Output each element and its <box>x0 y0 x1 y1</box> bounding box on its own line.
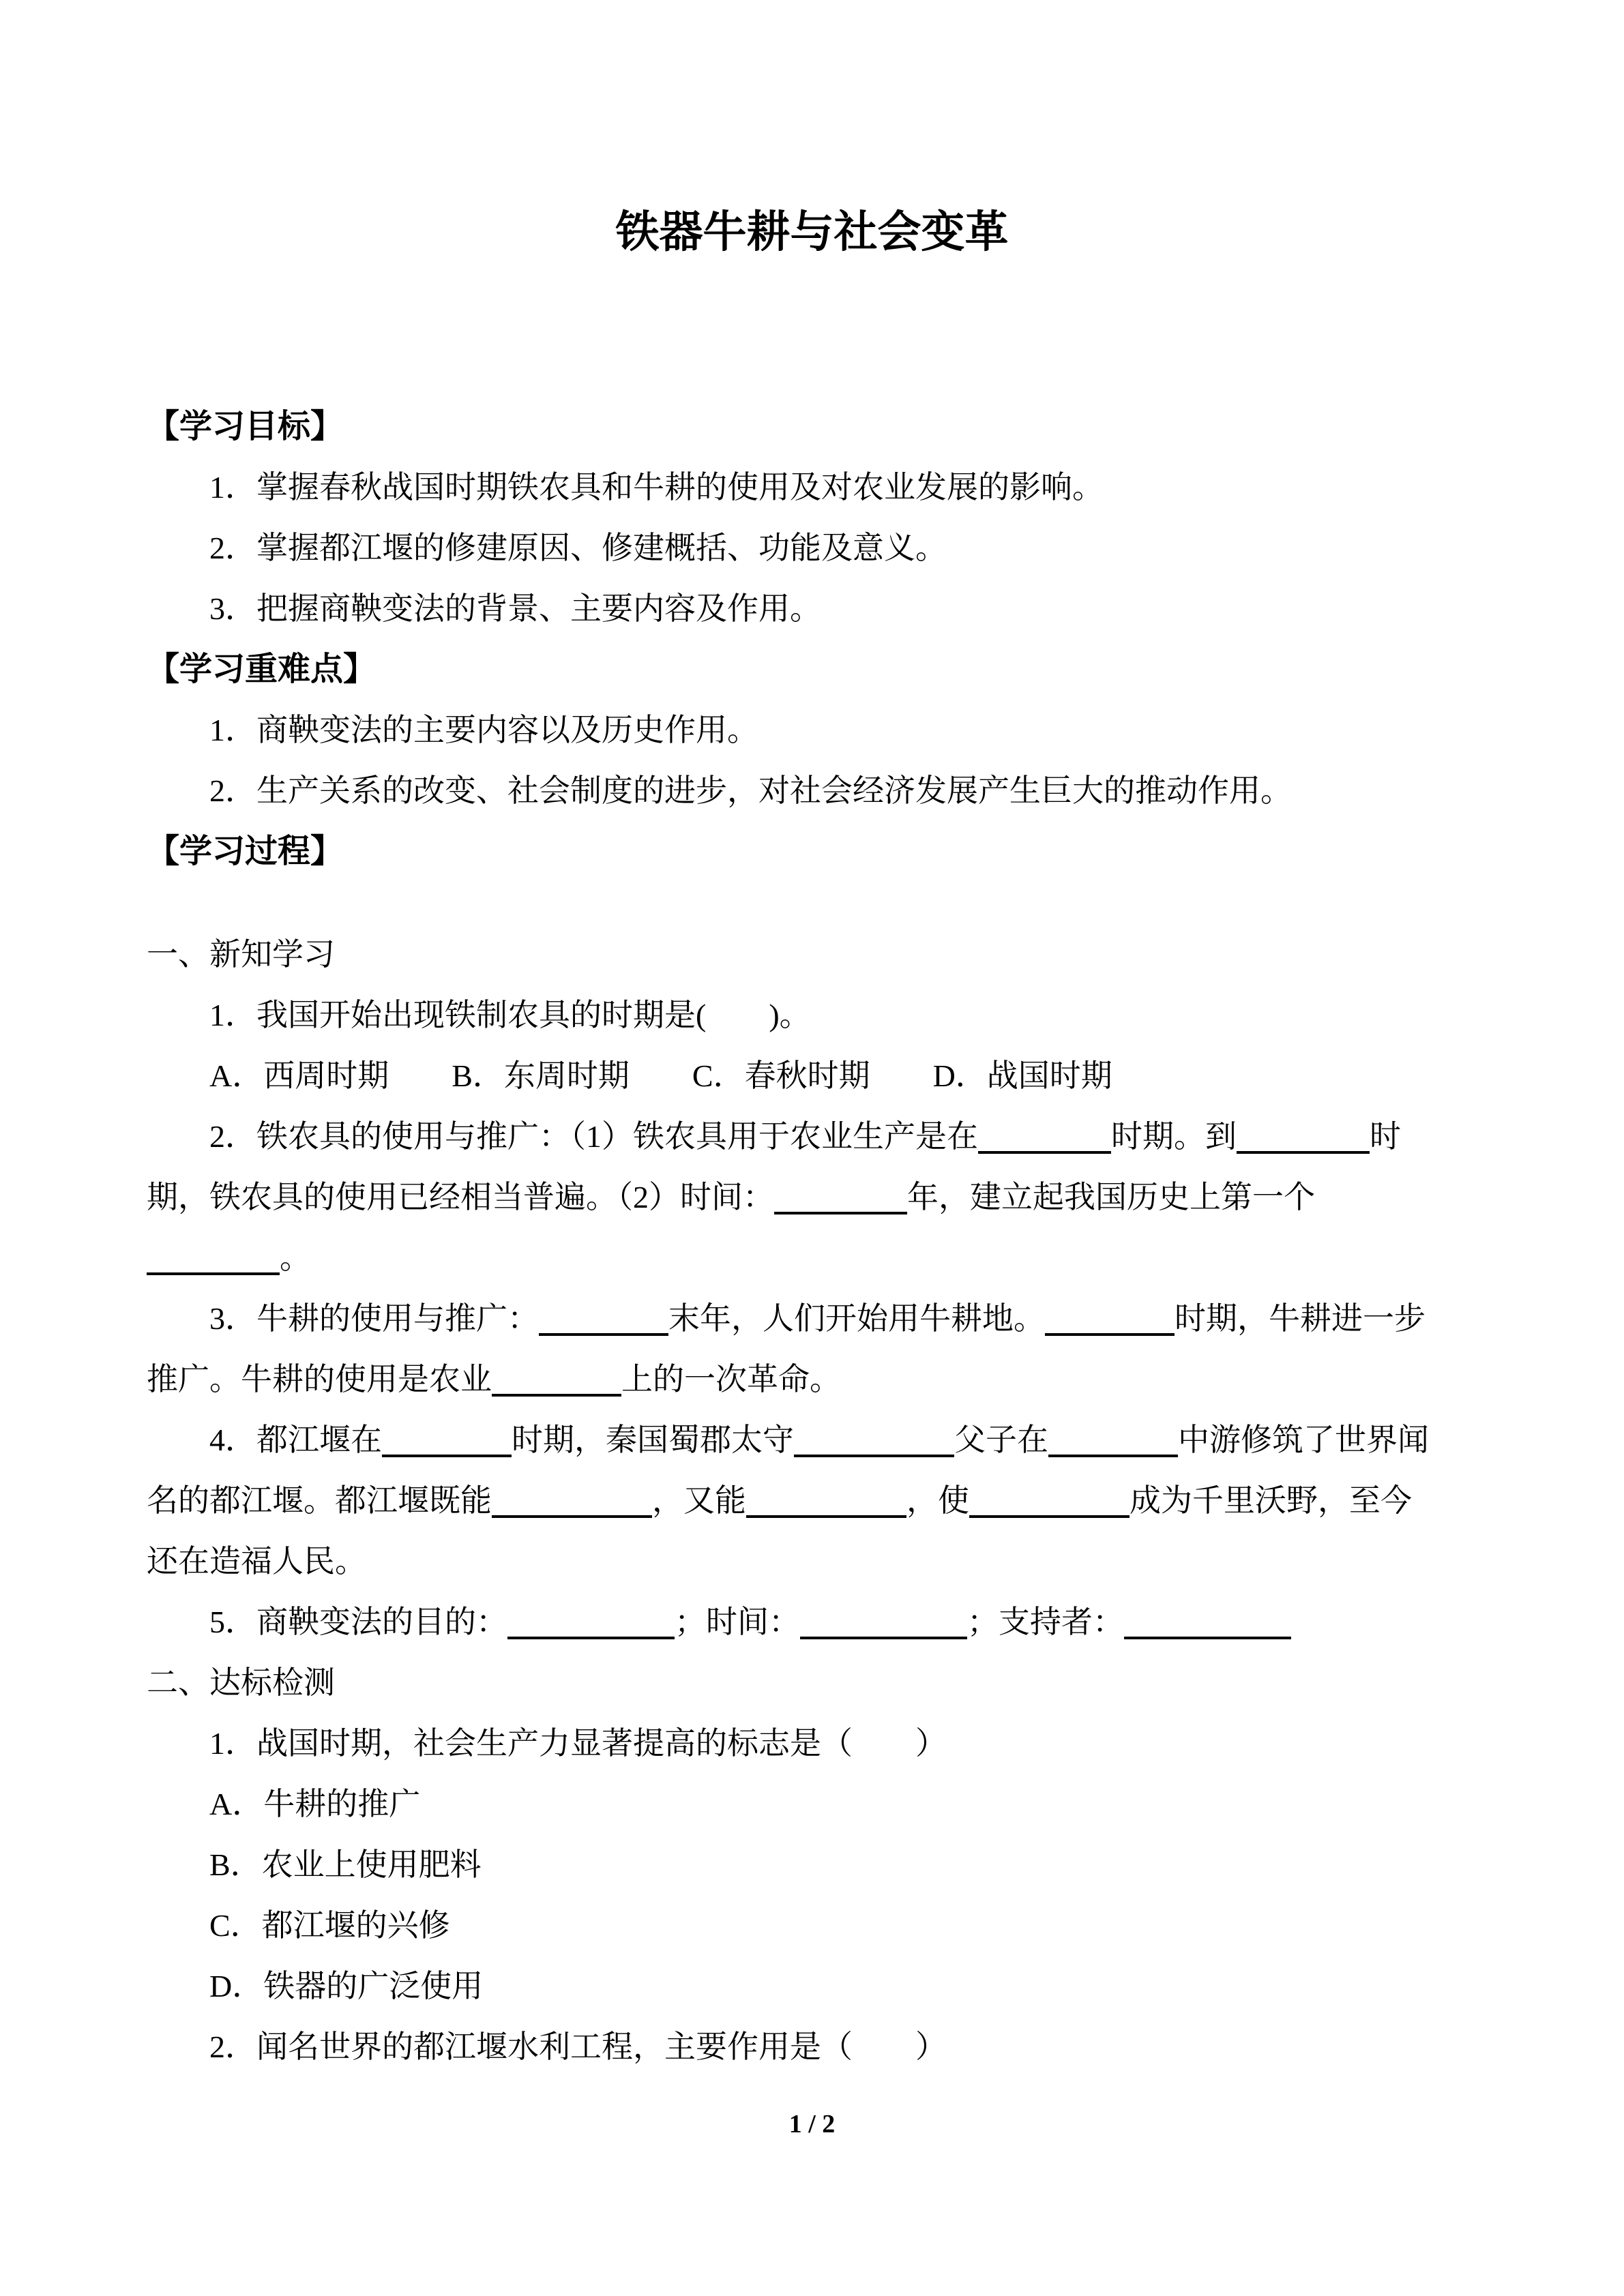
text-run: 父子在 <box>954 1422 1048 1457</box>
fill-in-blank <box>147 1264 280 1275</box>
fill-in-blank <box>969 1507 1130 1518</box>
text-run: 3．牛耕的使用与推广： <box>147 1301 539 1336</box>
text-run: 1．掌握春秋战国时期铁农具和牛耕的使用及对农业发展的影响。 <box>147 470 1104 505</box>
text-line <box>147 1288 1477 1349</box>
text-run: 1．战国时期，社会生产力显著提高的标志是（ ） <box>147 1726 947 1761</box>
text-run: 末年，人们开始用牛耕地。 <box>668 1301 1045 1336</box>
text-run: 时期，秦国蜀郡太守 <box>512 1422 794 1457</box>
fill-in-blank <box>492 1386 621 1397</box>
text-run: 2．闻名世界的都江堰水利工程，主要作用是（ ） <box>147 2029 947 2064</box>
fill-in-blank <box>800 1628 967 1639</box>
text-run: ，又能 <box>652 1483 746 1518</box>
text-run: A．牛耕的推广 <box>147 1787 421 1821</box>
text-run: ；支持者： <box>967 1605 1124 1639</box>
text-run: 1．商鞅变法的主要内容以及历史作用。 <box>147 713 758 747</box>
fill-in-blank <box>1045 1325 1175 1336</box>
text-run: 时 <box>1370 1119 1401 1154</box>
text-run: 推广。牛耕的使用是农业 <box>147 1362 492 1397</box>
text-run: 4．都江堰在 <box>147 1422 382 1457</box>
text-line <box>147 1045 1477 1106</box>
text-run: 期，铁农具的使用已经相当普遍。（2）时间： <box>147 1180 774 1214</box>
text-line <box>147 1349 1477 1410</box>
document-body <box>147 202 1477 2077</box>
text-run: 名的都江堰。都江堰既能 <box>147 1483 492 1518</box>
fill-in-blank <box>492 1507 652 1518</box>
text-line <box>147 1167 1477 1227</box>
text-run: 2．掌握都江堰的修建原因、修建概括、功能及意义。 <box>147 531 947 565</box>
text-run: 2．铁农具的使用与推广：（1）铁农具用于农业生产是在 <box>147 1119 978 1154</box>
page-number: 1 / 2 <box>788 2110 836 2138</box>
text-run: 2．生产关系的改变、社会制度的进步，对社会经济发展产生巨大的推动作用。 <box>147 773 1292 808</box>
text-run: A．西周时期 B．东周时期 C．春秋时期 D．战国时期 <box>147 1058 1112 1093</box>
text-run: 时期，牛耕进一步 <box>1175 1301 1426 1336</box>
text-run: 【学习重难点】 <box>147 651 377 687</box>
text-run: B．农业上使用肥料 <box>147 1847 482 1882</box>
section-heading <box>147 821 1477 882</box>
text-run: 二、达标检测 <box>147 1665 335 1700</box>
text-line <box>147 1227 1477 1288</box>
text-run: 1．我国开始出现铁制农具的时期是( )。 <box>147 998 811 1032</box>
text-run: 一、新知学习 <box>147 937 335 972</box>
text-line <box>147 457 1477 518</box>
fill-in-blank <box>1124 1628 1291 1639</box>
section-heading <box>147 396 1477 457</box>
text-run: ，使 <box>906 1483 969 1518</box>
fill-in-blank <box>794 1446 954 1457</box>
page-footer <box>0 2104 1624 2145</box>
text-run: D．铁器的广泛使用 <box>147 1969 484 2003</box>
text-line <box>147 1713 1477 1774</box>
text-line <box>147 1592 1477 1652</box>
fill-in-blank <box>746 1507 906 1518</box>
fill-in-blank <box>382 1446 512 1457</box>
text-run: 年，建立起我国历史上第一个 <box>907 1180 1315 1214</box>
text-run: 上的一次革命。 <box>621 1362 841 1397</box>
text-run: 5．商鞅变法的目的： <box>147 1605 507 1639</box>
text-line <box>147 924 1477 985</box>
fill-in-blank <box>507 1628 675 1639</box>
text-run: 【学习过程】 <box>147 833 344 869</box>
text-line <box>147 1956 1477 2016</box>
text-line <box>147 1834 1477 1895</box>
text-line <box>147 518 1477 578</box>
text-line <box>147 1531 1477 1592</box>
text-run: ；时间： <box>675 1605 800 1639</box>
text-line <box>147 1410 1477 1470</box>
text-run: 铁器牛耕与社会变革 <box>615 208 1009 256</box>
text-line <box>147 1652 1477 1713</box>
fill-in-blank <box>774 1204 907 1214</box>
text-line <box>147 760 1477 821</box>
text-line <box>147 1895 1477 1956</box>
text-run: 时期。到 <box>1111 1119 1237 1154</box>
fill-in-blank <box>1237 1143 1370 1154</box>
fill-in-blank <box>539 1325 668 1336</box>
fill-in-blank <box>978 1143 1111 1154</box>
text-run: C．都江堰的兴修 <box>147 1908 450 1943</box>
section-heading <box>147 639 1477 700</box>
doc-title <box>147 202 1477 263</box>
text-run: 3．把握商鞅变法的背景、主要内容及作用。 <box>147 591 821 626</box>
text-line <box>147 700 1477 760</box>
text-line <box>147 985 1477 1045</box>
text-run: 【学习目标】 <box>147 408 344 445</box>
text-line <box>147 2016 1477 2077</box>
text-run: 。 <box>280 1240 311 1275</box>
text-run: 中游修筑了世界闻 <box>1178 1422 1429 1457</box>
text-line <box>147 578 1477 639</box>
text-line <box>147 1470 1477 1531</box>
text-run: 成为千里沃野，至今 <box>1130 1483 1412 1518</box>
text-line <box>147 1106 1477 1167</box>
fill-in-blank <box>1048 1446 1178 1457</box>
text-line <box>147 1774 1477 1834</box>
text-run: 还在造福人民。 <box>147 1544 366 1579</box>
